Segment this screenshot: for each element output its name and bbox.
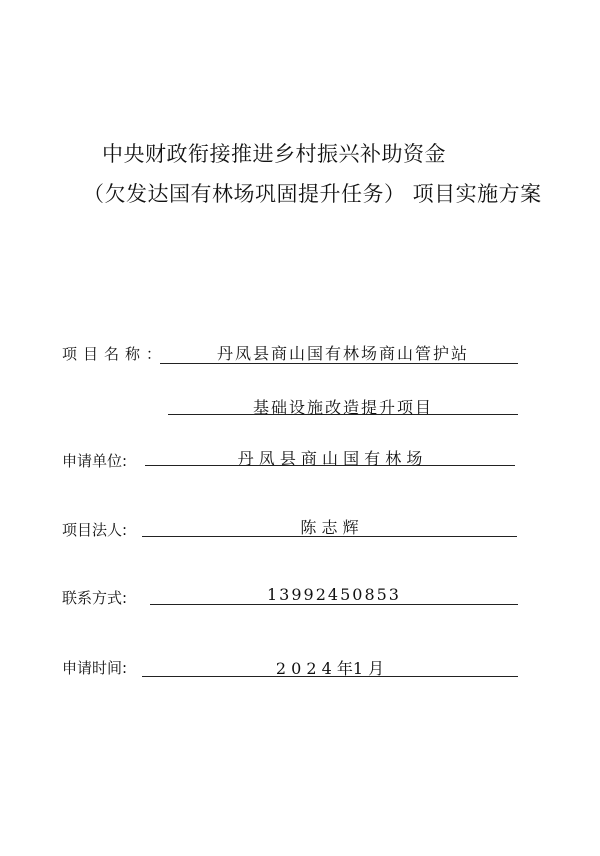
- applicant-label: 申请单位:: [62, 452, 128, 470]
- applicant-underline: [145, 465, 515, 466]
- project-name-underline-1: [160, 363, 518, 364]
- legal-person-value: 陈 志 辉: [300, 518, 359, 537]
- apply-time-label: 申请时间:: [62, 659, 128, 677]
- title-line-1: 中央财政衔接推进乡村振兴补助资金: [102, 142, 446, 166]
- apply-time-underline: [142, 676, 518, 677]
- apply-time-value: 2 0 2 4 年1 月: [275, 659, 385, 678]
- project-name-value-line2: 基础设施改造提升项目: [252, 398, 433, 417]
- contact-underline: [150, 604, 518, 605]
- legal-person-label: 项目法人:: [62, 521, 128, 539]
- applicant-value: 丹 凤 县 商 山 国 有 林 场: [237, 449, 423, 468]
- project-name-label: 项目名称：: [62, 345, 168, 363]
- legal-person-underline: [142, 536, 517, 537]
- contact-value: 13992450853: [267, 585, 401, 604]
- title-line-2: （欠发达国有林场巩固提升任务） 项目实施方案: [83, 182, 542, 206]
- project-name-value-line1: 丹凤县商山国有林场商山管护站: [216, 344, 469, 363]
- project-name-underline-2: [168, 414, 518, 415]
- contact-label: 联系方式:: [62, 589, 128, 607]
